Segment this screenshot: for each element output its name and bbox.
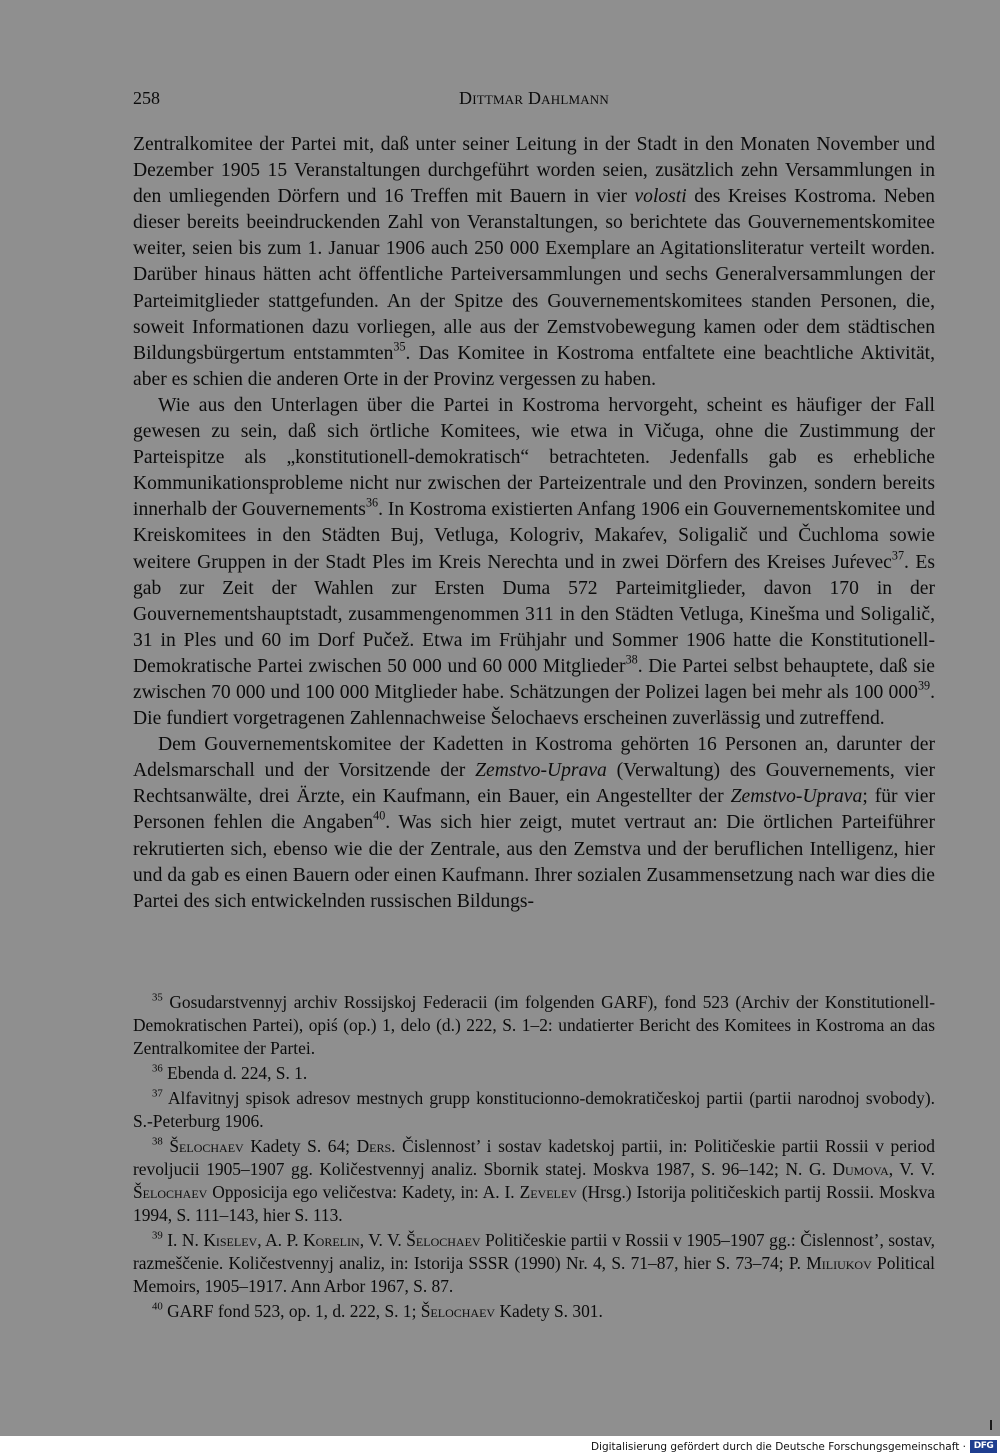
footnote: $^{35}$ Gosudarstvennyj archiv Rossijskoj Federacii (im folgenden GARF), fond 523 (Archiv der Konstitutionell-Demokratischen Partei), opiś (op.) 1, delo (d.) 222, S. 1–2: undatierter Bericht des Komitees in Kostroma an das Zentralkomitee der Partei. [133, 991, 935, 1058]
main-text [133, 132, 935, 915]
footnote: $^{37}$ Alfavitnyj spisok adresov mestnych grupp konstitucionno-demokratičeskoj partii (partii narodnoj svobody). S.-Peterburg 1906. [133, 1087, 935, 1131]
running-head [133, 86, 935, 110]
italic-term: Zemstvo-Uprava [475, 760, 607, 782]
body-paragraph: Dem Gouvernementskomitee der Kadetten in Kostroma gehörten 16 Personen an, darunter der Adelsmarschall und der Vorsitzende der Zemstvo-Uprava (Verwaltung) des Gouvernements, vier Rechtsanwälte, drei Ärzte, ein Kaufmann, ein Bauer, ein Angestellter der Zemstvo-Uprava; für vier Personen fehlen die Angaben$^{40}$. Was sich hier zeigt, mutet vertraut an: Die örtlichen Parteiführer rekrutierten sich, ebenso wie die der Zentrale, aus den Zemstva und der beruflichen Intelligenz, hier und da gab es einen Bauern oder einen Kaufmann. Ihrer sozialen Zusammensetzung nach war dies die Partei des sich entwickelnden russischen Bildungs- [133, 734, 935, 912]
page-number: 258 [133, 88, 160, 108]
author-name: Zevelev [519, 1182, 577, 1202]
author-name: Šelochaev [169, 1136, 244, 1156]
author-name: Miliukov [806, 1253, 872, 1273]
footnote: $^{36}$ Ebenda d. 224, S. 1. [152, 1062, 308, 1083]
footnote-marker: 38 [625, 652, 638, 667]
footnote-marker: 37 [152, 1087, 163, 1100]
footnote-marker: 39 [917, 678, 931, 693]
footnote-marker: 39 [152, 1229, 163, 1242]
author-name: Ders. [356, 1136, 396, 1156]
author-name: Dumova [832, 1159, 889, 1179]
footnote: $^{40}$ GARF fond 523, op. 1, d. 222, S. 1; Šelochaev Kadety S. 301. [152, 1300, 603, 1321]
italic-term: Zemstvo-Uprava [730, 786, 863, 808]
footnote-marker: 38 [152, 1135, 163, 1148]
digitization-credit: Digitalisierung gefördert durch die Deutsche Forschungsgemeinschaft · [590, 1441, 966, 1453]
footnote-marker: 37 [891, 548, 905, 562]
footnote-marker: 35 [393, 339, 406, 354]
author-name: Kiselev [203, 1230, 258, 1250]
body-paragraph: Wie aus den Unterlagen über die Partei in Kostroma hervorgeht, scheint es häufiger der Fall gewesen zu sein, daß sich örtliche Komitees, wie etwa in Vičuga, ohne die Zustimmung der Parteispitze als „konstitutionell-demokratisch“ betrachteten. Jedenfalls gab es erhebliche Kommunikationsprobleme nicht nur zwischen der Parteizentrale und den Provinzen, sondern bereits innerhalb der Gouvernements$^{36}$. In Kostroma existierten Anfang 1906 ein Gouvernementskomitee und Kreiskomitees in den Städten Buj, Vetluga, Kologriv, Makaŕev, Soligalič und Čuchloma sowie weitere Gruppen in der Stadt Ples im Kreis Nerechta und in zwei Dörfern des Kreises Juŕevec$^{37}$. Es gab zur Zeit der Wahlen zur Ersten Duma 572 Parteimitglieder, davon 170 in der Gouvernementshauptstadt, zusammengenommen 311 in den Städten Vetluga, Kinešma und Soligalič, 31 in Ples und 60 im Dorf Pučež. Etwa im Frühjahr und Sommer 1906 hatte die Konstitutionell-Demokratische Partei zwischen 50 000 und 60 000 Mitglieder$^{38}$. Die Partei selbst behauptete, daß sie zwischen 70 000 und 100 000 Mitglieder habe. Schätzungen der Polizei lagen bei mehr als 100 $000^{39}$. Die fundiert vorgetragenen Zahlennachweise Šelochaevs erscheinen zuverlässig und zutreffend. [133, 394, 936, 730]
dfg-logo: DFG [970, 1440, 997, 1453]
footnote-marker: 36 [152, 1062, 163, 1075]
footnote-marker: 40 [373, 808, 386, 823]
body-paragraph: Zentralkomitee der Partei mit, daß unter seiner Leitung in der Stadt in den Monaten November und Dezember 1905 15 Veranstaltungen durchgeführt worden seien, zusätzlich zehn Versammlungen in den umliegenden Dörfern und 16 Treffen mit Bauern in vier volosti des Kreises Kostroma. Neben dieser bereits beeindruckenden Zahl von Veranstaltungen, so berichtete das Gouvernementskomitee weiter, seien bis zum 1. Januar 1906 auch 250 000 Exemplare an Agitationsliteratur verteilt worden. Darüber hinaus hätten acht öffentliche Parteiversammlungen und sechs Generalversammlungen der Parteimitglieder stattgefunden. An der Spitze des Gouvernementskomitees standen Personen, die, soweit Informationen dazu vorliegen, alle aus der Zemstvobewegung kamen oder dem städtischen Bildungsbürgertum entstammten$^{35}$. Das Komitee in Kostroma entfaltete eine beachtliche Aktivität, aber es schien die anderen Orte in der Provinz vergessen zu haben. [133, 134, 935, 390]
italic-term: volosti [634, 186, 687, 208]
footnote: $^{39}$ I. N. Kiselev, A. P. Korelin, V. V. Šelochaev Političeskie partii v Rossii v 1905–1907 gg.: Čislennost’, sostav, razmeščenie. Količestvennyj analiz, in: Istorija SSSR (1990) Nr. 4, S. 71–87, hier S. 73–74; P. Miliukov Political Memoirs, 1905–1917. Ann Arbor 1967, S. 87. [133, 1229, 935, 1296]
author-name: Šelochaev [420, 1301, 496, 1321]
author-name: Šelochaev [406, 1230, 481, 1250]
author-name: Šelochaev [133, 1182, 208, 1202]
running-head-author: Dittmar Dahlmann [459, 88, 609, 108]
footnote-marker: 40 [152, 1300, 163, 1313]
footnotes [133, 991, 935, 1323]
author-name: Korelin [303, 1230, 360, 1250]
footnote-marker: 36 [365, 495, 379, 510]
footnote-marker: 35 [152, 991, 163, 1004]
scan-mark [990, 1420, 992, 1430]
footnote: $^{38}$ Šelochaev Kadety S. 64; Ders. Čislennost’ i sostav kadetskoj partii, in: Političeskie partii Rossii v period revoljucii 1905–1907 gg. Količestvennyj analiz. Sbornik statej. Moskva 1987, S. 96–142; N. G. Dumova, V. V. Šelochaev Opposicija ego veličestva: Kadety, in: A. I. Zevelev (Hrsg.) Istorija političeskich partij Rossii. Moskva 1994, S. 111–143, hier S. 113. [133, 1135, 936, 1225]
